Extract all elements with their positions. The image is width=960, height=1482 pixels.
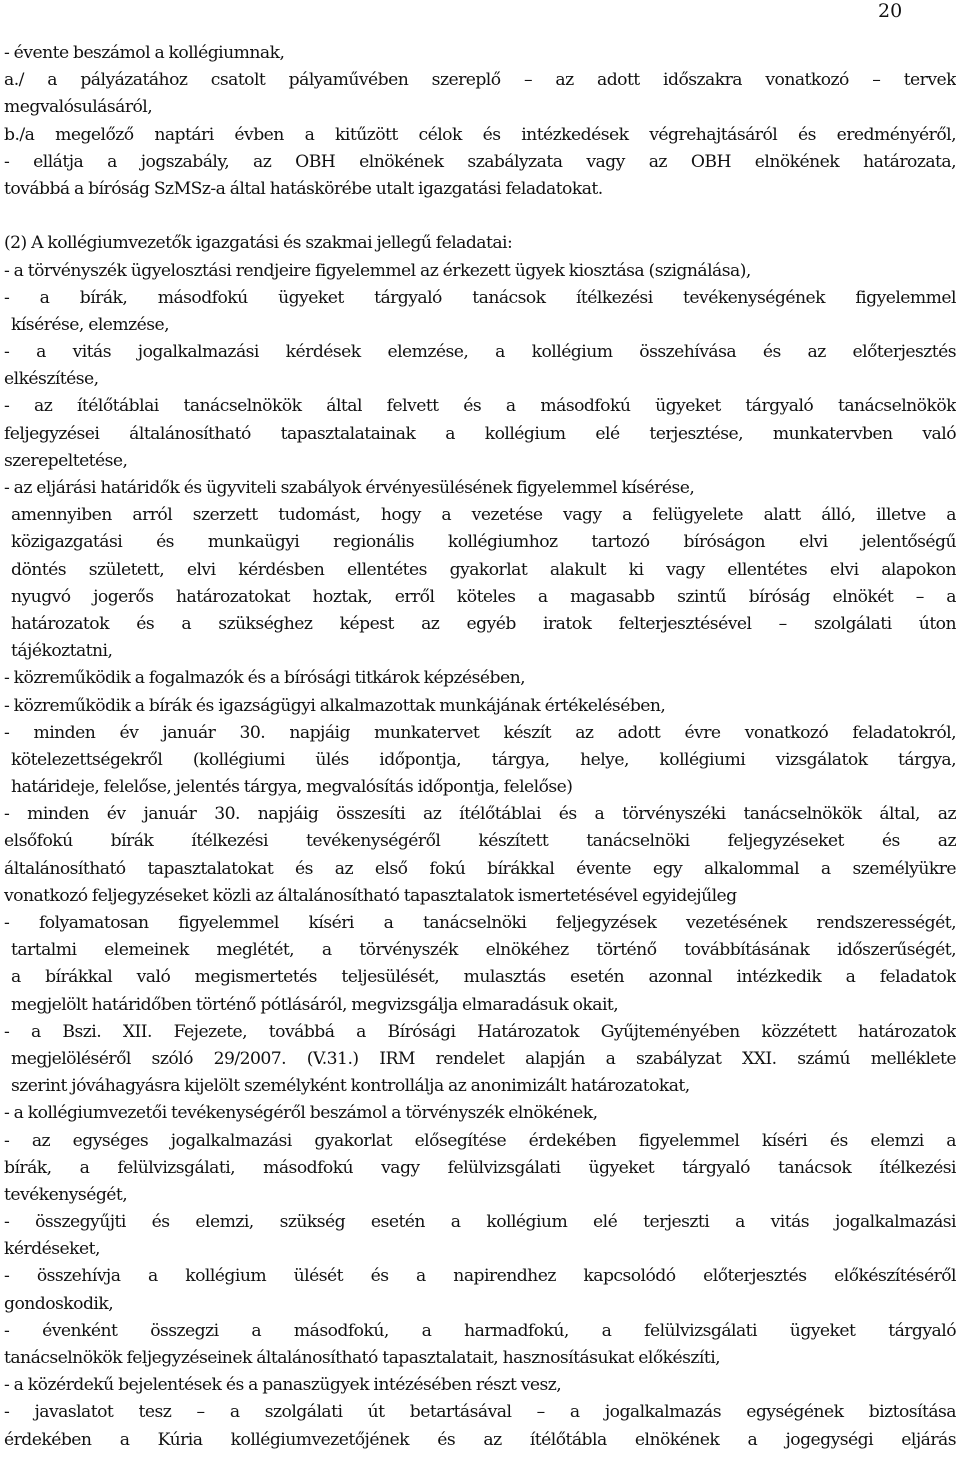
page-number: 20 (878, 0, 903, 22)
text-line: - az egységes jogalkalmazási gyakorlat elősegítése érdekében figyelemmel kíséri és elemzi a (4, 1130, 956, 1151)
text-line: vonatkozó feljegyzéseket közli az általánosítható tapasztalatok ismertetésével egyidejűleg (4, 885, 737, 906)
text-line: elkészítése, (4, 369, 99, 390)
text-line: közigazgatási és munkaügyi regionális kollégiumhoz tartozó bíróságon elvi jelentőségű (11, 532, 956, 553)
text-line: tanácselnökök feljegyzéseinek általánosítható tapasztalatait, hasznosításukat előkészíti, (4, 1348, 721, 1368)
text-line: - minden év január 30. napjáig összesíti az ítélőtáblai és a törvényszéki tanácselnökök által, az (4, 804, 956, 825)
text-line: általánosítható tapasztalatokat és az első fokú bírákkal évente egy alkalommal a személyükre (4, 858, 956, 879)
text-line: tevékenységét, (4, 1184, 128, 1205)
text-line: gondoskodik, (4, 1293, 114, 1314)
text-line: határideje, felelőse, jelentés tárgya, megvalósítás időpontja, felelőse) (11, 777, 573, 798)
text-line: - évente beszámol a kollégiumnak, (4, 43, 285, 63)
text-line: b./a megelőző naptári évben a kitűzött célok és intézkedések végrehajtásáról és eredményéről, (4, 124, 956, 145)
text-line: megjelölt határidőben történő pótlásáról, megvizsgálja elmaradásuk okait, (11, 994, 619, 1015)
text-line: szerepeltetése, (4, 450, 128, 471)
text-line: - az ítélőtáblai tanácselnökök által felvett és a másodfokú ügyeket tárgyaló tanácselnökök (4, 396, 956, 417)
text-line: - évenként összegzi a másodfokú, a harmadfokú, a felülvizsgálati ügyeket tárgyaló (4, 1320, 956, 1341)
text-line: feljegyzései általánosítható tapasztalatainak a kollégium elé terjesztése, munkatervben való (4, 423, 956, 444)
text-line: - összegyűjti és elemzi, szükség esetén a kollégium elé terjeszti a vitás jogalkalmazási (4, 1212, 956, 1233)
text-line: a./ a pályázatához csatolt pályaművében szereplő – az adott időszakra vonatkozó – tervek (4, 70, 956, 91)
text-line: tartalmi elemeinek meglétét, a törvényszék elnökéhez történő továbbításának időszerűségét, (11, 940, 956, 961)
text-line: szerint jóváhagyásra kijelölt személyként kontrollálja az anonimizált határozatokat, (11, 1076, 690, 1097)
paragraph-gap (4, 203, 956, 230)
text-line: - a vitás jogalkalmazási kérdések elemzése, a kollégium összehívása és az előterjesztés (4, 342, 956, 363)
text-line: határozatok és a szükséghez képest az egyéb iratok felterjesztésével – szolgálati úton (11, 613, 956, 634)
text-line: - folyamatosan figyelemmel kíséri a tanácselnöki feljegyzések vezetésének rendszerességét, (4, 913, 956, 933)
text-line: tájékoztatni, (11, 641, 113, 662)
text-line: nyugvó jogerős határozatokat hoztak, erről köteles a magasabb szintű bíróság elnökét – a (11, 586, 956, 607)
text-line: megjelöléséről szóló 29/2007. (V.31.) IRM rendelet alapján a szabályzat XXI. számú melléklete (11, 1048, 956, 1069)
text-line: döntés született, elvi kérdésben ellentétes gyakorlat alakult ki vagy ellentétes elvi alapokon (11, 559, 956, 580)
text-line: - az eljárási határidők és ügyviteli szabályok érvényesülésének figyelemmel kísérése, (4, 478, 695, 498)
text-line: - a közérdekű bejelentések és a panaszügyek intézésében részt vesz, (4, 1375, 562, 1396)
text-line: - a kollégiumvezetői tevékenységéről beszámol a törvényszék elnökének, (4, 1103, 598, 1124)
text-line: bírák, a felülvizsgálati, másodfokú vagy felülvizsgálati ügyeket tárgyaló tanácsok ítélkezési (4, 1157, 956, 1178)
text-line: továbbá a bíróság SzMSz-a által hatáskörébe utalt igazgatási feladatokat. (4, 178, 603, 199)
text-line: érdekében a Kúria kollégiumvezetőjének és az ítélőtábla elnökének a jogegységi eljárás (4, 1429, 956, 1450)
text-line: - közreműködik a bírák és igazságügyi alkalmazottak munkájának értékelésében, (4, 695, 666, 716)
text-line: elsőfokú bírák ítélkezési tevékenységéről készített tanácselnöki feljegyzéseket és az (4, 831, 956, 852)
text-line: kötelezettségekről (kollégiumi ülés időpontja, tárgya, helye, kollégiumi vizsgálatok tárgya, (11, 749, 956, 770)
text-line: - összehívja a kollégium ülését és a napirendhez kapcsolódó előterjesztés előkészítéséről (4, 1266, 956, 1287)
text-line: amennyiben arról szerzett tudomást, hogy a vezetése vagy a felügyelete alatt álló, illetve a (11, 505, 956, 526)
paragraph-reporting-duties (4, 40, 956, 203)
text-line: - minden év január 30. napjáig munkatervet készít az adott évre vonatkozó feladatokról, (4, 722, 956, 743)
text-line: megvalósulásáról, (4, 97, 153, 118)
text-line: - javaslatot tesz – a szolgálati út betartásával – a jogalkalmazás egységének biztosítása (4, 1402, 956, 1423)
text-line: a bírákkal való megismertetés teljesülését, mulasztás esetén azonnal intézkedik a feladatok (11, 967, 956, 988)
text-line: kísérése, elemzése, (11, 314, 170, 335)
text-line: - ellátja a jogszabály, az OBH elnökének szabályzata vagy az OBH elnökének határozata, (4, 151, 956, 172)
text-line: - közreműködik a fogalmazók és a bírósági titkárok képzésében, (4, 668, 526, 689)
paragraph-college-leader-duties (4, 230, 956, 1453)
document-body (4, 40, 956, 1454)
text-line: - a Bszi. XII. Fejezete, továbbá a Bírósági Határozatok Gyűjteményében közzétett határozatok (4, 1021, 956, 1042)
text-line: (2) A kollégiumvezetők igazgatási és szakmai jellegű feladatai: (4, 233, 513, 254)
text-line: - a törvényszék ügyelosztási rendjeire figyelemmel az érkezett ügyek kiosztása (szignálása), (4, 260, 751, 281)
text-line: kérdéseket, (4, 1239, 100, 1260)
text-line: - a bírák, másodfokú ügyeket tárgyaló tanácsok ítélkezési tevékenységének figyelemmel (4, 287, 956, 308)
